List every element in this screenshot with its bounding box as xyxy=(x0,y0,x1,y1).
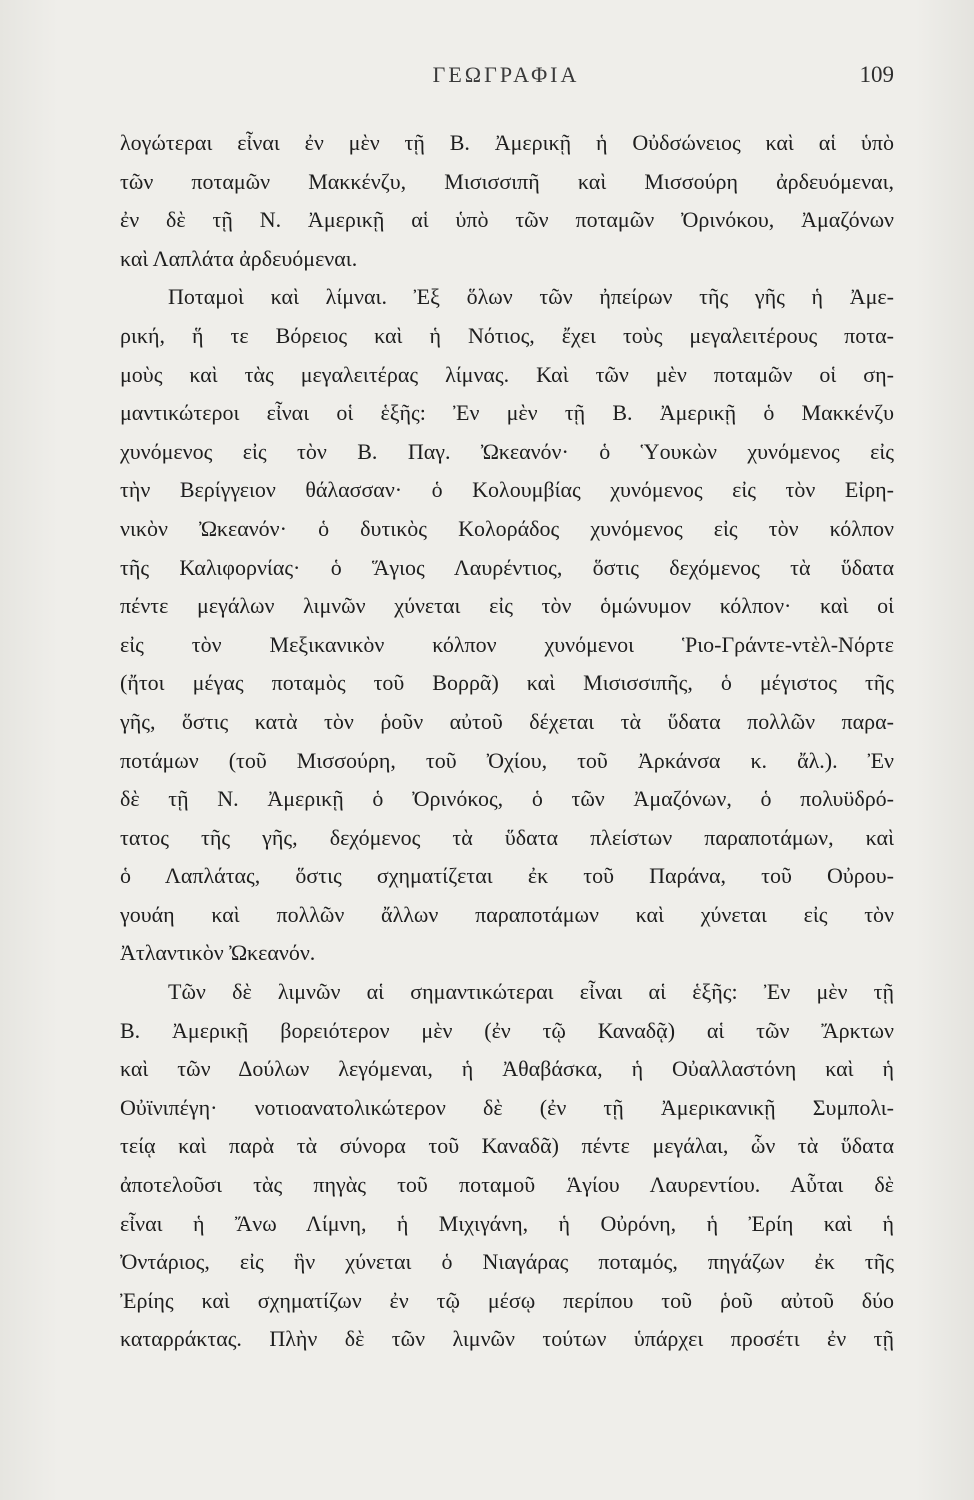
text-line: γῆς, ὅστις κατὰ τὸν ῥοῦν αὐτοῦ δέχεται τὰ ὕδατα πολλῶν παρα- xyxy=(120,708,894,734)
text-line: Ἀτλαντικὸν Ὠκεανόν. xyxy=(120,940,316,966)
page-header xyxy=(118,62,894,98)
text-line: ἀποτελοῦσι τὰς πηγὰς τοῦ ποταμοῦ Ἁγίου Λαυρεντίου. Αὗται δὲ xyxy=(120,1172,894,1198)
text-line: καταρράκτας. Πλὴν δὲ τῶν λιμνῶν τούτων ὑπάρχει προσέτι ἐν τῇ xyxy=(120,1326,894,1352)
text-line: μοὺς καὶ τὰς μεγαλειτέρας λίμνας. Καὶ τῶν μὲν ποταμῶν οἱ ση- xyxy=(120,361,894,387)
text-line: ποτάμων (τοῦ Μισσούρη, τοῦ Ὀχίου, τοῦ Ἀρκάνσα κ. ἄλ.). Ἐν xyxy=(120,747,894,773)
text-line: ἐν δὲ τῇ Ν. Ἀμερικῇ αἱ ὑπὸ τῶν ποταμῶν Ὀρινόκου, Ἀμαζόνων xyxy=(120,207,894,233)
text-line: Β. Ἀμερικῇ βορειότερον μὲν (ἐν τῷ Καναδᾷ) αἱ τῶν Ἄρκτων xyxy=(120,1017,894,1043)
text-line: ρική, ἥ τε Βόρειος καὶ ἡ Νότιος, ἔχει τοὺς μεγαλειτέρους ποτα- xyxy=(120,322,894,348)
text-line: Τῶν δὲ λιμνῶν αἱ σημαντικώτεραι εἶναι αἱ ἑξῆς: Ἐν μὲν τῇ xyxy=(168,979,894,1005)
text-line: τῆς Καλιφορνίας· ὁ Ἅγιος Λαυρέντιος, ὅστις δεχόμενος τὰ ὕδατα xyxy=(120,554,894,580)
text-line: καὶ τῶν Δούλων λεγόμεναι, ἡ Ἀθαβάσκα, ἡ Οὐαλλαστόνη καὶ ἡ xyxy=(120,1056,894,1082)
text-line: καὶ Λαπλάτα ἀρδευόμεναι. xyxy=(120,245,358,271)
text-line: νικὸν Ὠκεανόν· ὁ δυτικὸς Κολοράδος χυνόμενος εἰς τὸν κόλπον xyxy=(120,515,894,541)
text-line: τὴν Βερίγγειον θάλασσαν· ὁ Κολουμβίας χυνόμενος εἰς τὸν Εἰρη- xyxy=(120,477,894,503)
page-number: 109 xyxy=(859,62,894,87)
text-line: λογώτεραι εἶναι ἐν μὲν τῇ Β. Ἀμερικῇ ἡ Οὐδσώνειος καὶ αἱ ὑπὸ xyxy=(120,130,894,155)
text-line: Ἐρίης καὶ σχηματίζων ἐν τῷ μέσῳ περίπου τοῦ ῥοῦ αὐτοῦ δύο xyxy=(120,1287,894,1313)
text-line: εἶναι ἡ Ἄνω Λίμνη, ἡ Μιχιγάνη, ἡ Οὐρόνη, ἡ Ἐρίη καὶ ἡ xyxy=(120,1210,894,1236)
text-line: Ὀντάριος, εἰς ἣν χύνεται ὁ Νιαγάρας ποταμός, πηγάζων ἐκ τῆς xyxy=(120,1249,894,1275)
text-line: χυνόμενος εἰς τὸν Β. Παγ. Ὠκεανόν· ὁ Ὑουκὼν χυνόμενος εἰς xyxy=(120,438,894,464)
text-line: Οὐϊνιπέγη· νοτιοανατολικώτερον δὲ (ἐν τῇ Ἀμερικανικῇ Συμπολι- xyxy=(120,1094,894,1120)
text-line: τατος τῆς γῆς, δεχόμενος τὰ ὕδατα πλείστων παραποτάμων, καὶ xyxy=(120,824,894,850)
text-line: τῶν ποταμῶν Μακκένζυ, Μισισσιπῆ καὶ Μισσούρη ἀρδευόμεναι, xyxy=(120,168,894,194)
text-line: δὲ τῇ Ν. Ἀμερικῇ ὁ Ὀρινόκος, ὁ τῶν Ἀμαζόνων, ὁ πολυϋδρό- xyxy=(120,786,894,812)
text-line: εἰς τὸν Μεξικανικὸν κόλπον χυνόμενοι Ῥιο-Γράντε-ντὲλ-Νόρτε xyxy=(120,631,894,657)
text-line: Ποταμοὶ καὶ λίμναι. Ἐξ ὅλων τῶν ἠπείρων τῆς γῆς ἡ Ἀμε- xyxy=(168,284,894,310)
text-line: γουάη καὶ πολλῶν ἄλλων παραποτάμων καὶ χύνεται εἰς τὸν xyxy=(120,901,894,927)
text-line: ὁ Λαπλάτας, ὅστις σχηματίζεται ἐκ τοῦ Παράνα, τοῦ Οὐρου- xyxy=(120,863,894,889)
body-text xyxy=(120,124,894,1359)
text-line: τείᾳ καὶ παρὰ τὰ σύνορα τοῦ Καναδᾶ) πέντε μεγάλαι, ὧν τὰ ὕδατα xyxy=(120,1133,894,1159)
text-line: (ἤτοι μέγας ποταμὸς τοῦ Βορρᾶ) καὶ Μισισσιπῆς, ὁ μέγιστος τῆς xyxy=(120,670,894,696)
running-title: ΓΕΩΓΡΑΦΙΑ xyxy=(432,62,580,87)
text-line: μαντικώτεροι εἶναι οἱ ἑξῆς: Ἐν μὲν τῇ Β. Ἀμερικῇ ὁ Μακκένζυ xyxy=(120,400,894,426)
text-line: πέντε μεγάλων λιμνῶν χύνεται εἰς τὸν ὁμώνυμον κόλπον· καὶ οἱ xyxy=(120,593,894,619)
